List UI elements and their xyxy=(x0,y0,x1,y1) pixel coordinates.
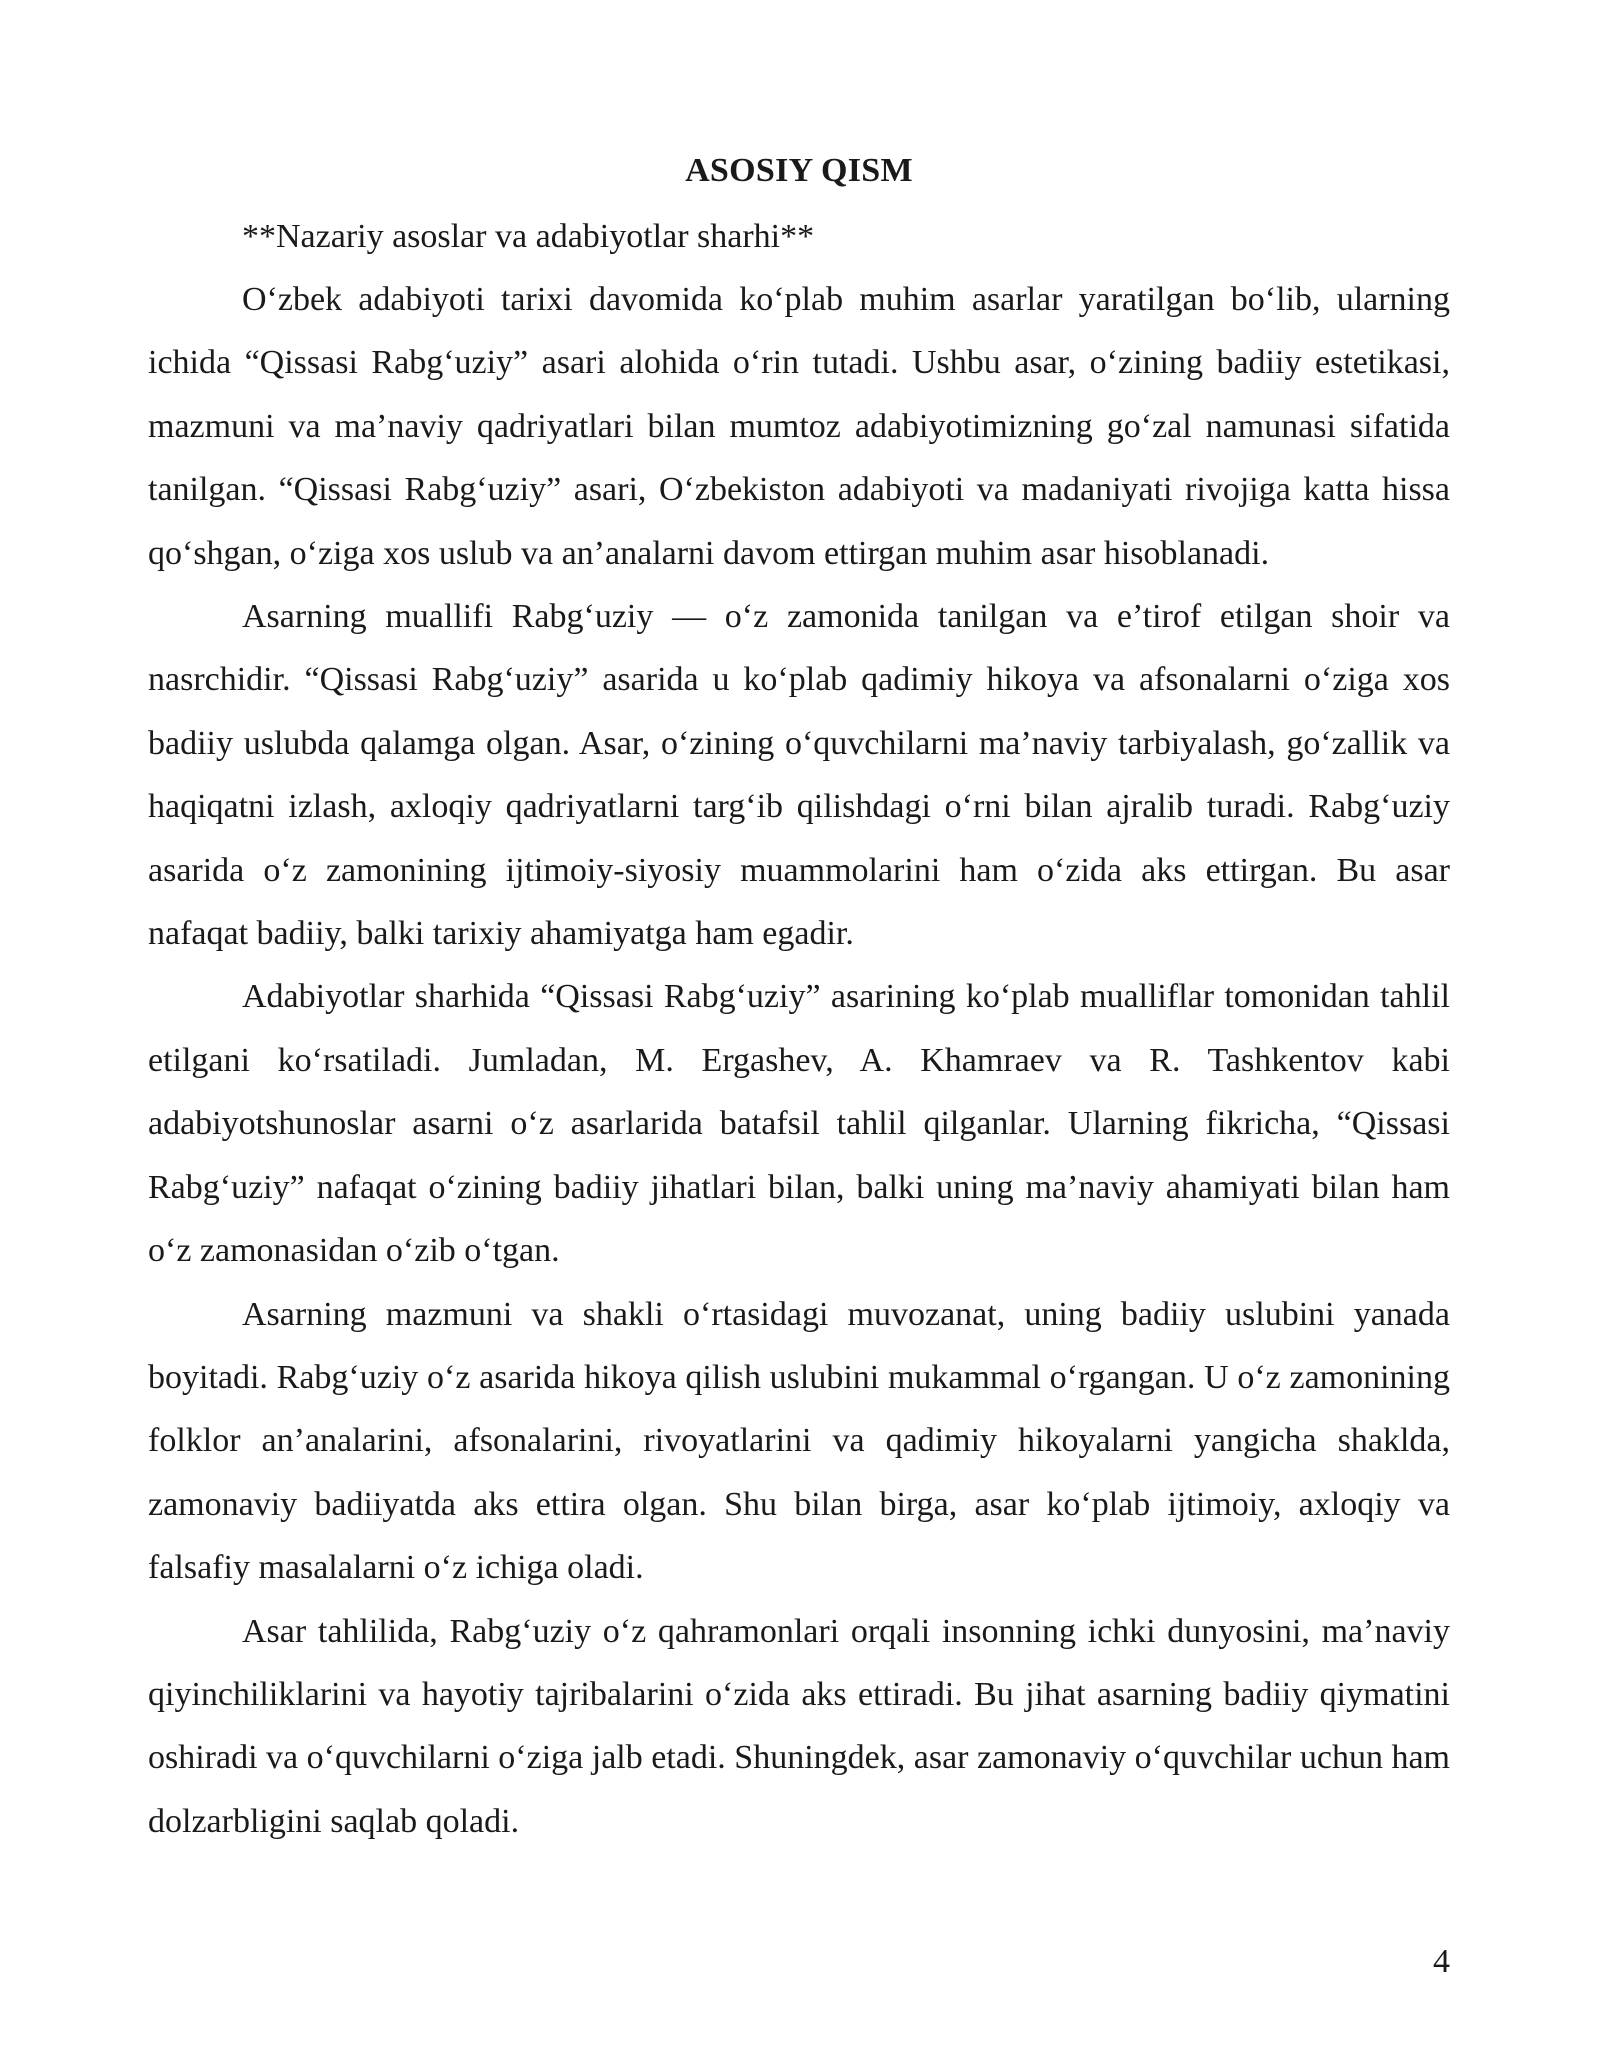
page-content xyxy=(148,142,1450,1853)
paragraph-5: Asar tahlilida, Rabg‘uziy o‘z qahramonlari orqali insonning ichki dunyosini, ma’naviy qiyinchiliklarini va hayotiy tajribalarini o‘zida aks ettiradi. Bu jihat asarning badiiy qiymatini oshiradi va o‘quvchilarni o‘ziga jalb etadi. Shuningdek, asar zamonaviy o‘quvchilar uchun ham dolzarbligini saqlab qoladi. xyxy=(148,1612,1450,1840)
paragraph-2: Asarning muallifi Rabg‘uziy — o‘z zamonida tanilgan va e’tirof etilgan shoir va nasrchidir. “Qissasi Rabg‘uziy” asarida u ko‘plab qadimiy hikoya va afsonalarni o‘ziga xos badiiy uslubda qalamga olgan. Asar, o‘zining o‘quvchilarni ma’naviy tarbiyalash, go‘zallik va haqiqatni izlash, axloqiy qadriyatlarni targ‘ib qilishdagi o‘rni bilan ajralib turadi. Rabg‘uziy asarida o‘z zamonining ijtimoiy-siyosiy muammolarini ham o‘zida aks ettirgan. Bu asar nafaqat badiiy, balki tarixiy ahamiyatga ham egadir. xyxy=(148,598,1450,953)
section-heading: ASOSIY QISM xyxy=(685,152,913,189)
paragraph-3: Adabiyotlar sharhida “Qissasi Rabg‘uziy” asarining ko‘plab mualliflar tomonidan tahlil etilgani ko‘rsatiladi. Jumladan, M. Ergashev, A. Khamraev va R. Tashkentov kabi adabiyotshunoslar asarni o‘z asarlarida batafsil tahlil qilganlar. Ularning fikricha, “Qissasi Rabg‘uziy” nafaqat o‘zining badiiy jihatlari bilan, balki uning ma’naviy ahamiyati bilan ham o‘z zamonasidan o‘zib o‘tgan. xyxy=(148,978,1450,1270)
page-number: 4 xyxy=(1433,1943,1450,1980)
section-subheading: **Nazariy asoslar va adabiyotlar sharhi** xyxy=(242,218,815,255)
paragraph-4: Asarning mazmuni va shakli o‘rtasidagi muvozanat, uning badiiy uslubini yanada boyitadi. Rabg‘uziy o‘z asarida hikoya qilish uslubini mukammal o‘rgangan. U o‘z zamonining folklor an’analarini, afsonalarini, rivoyatlarini va qadimiy hikoyalarni yangicha shaklda, zamonaviy badiiyatda aks ettira olgan. Shu bilan birga, asar ko‘plab ijtimoiy, axloqiy va falsafiy masalalarni o‘z ichiga oladi. xyxy=(148,1295,1450,1587)
paragraph-1: O‘zbek adabiyoti tarixi davomida ko‘plab muhim asarlar yaratilgan bo‘lib, ularning ichida “Qissasi Rabg‘uziy” asari alohida o‘rin tutadi. Ushbu asar, o‘zining badiiy estetikasi, mazmuni va ma’naviy qadriyatlari bilan mumtoz adabiyotimizning go‘zal namunasi sifatida tanilgan. “Qissasi Rabg‘uziy” asari, O‘zbekiston adabiyoti va madaniyati rivojiga katta hissa qo‘shgan, o‘ziga xos uslub va an’analarni davom ettirgan muhim asar hisoblanadi. xyxy=(148,281,1450,572)
